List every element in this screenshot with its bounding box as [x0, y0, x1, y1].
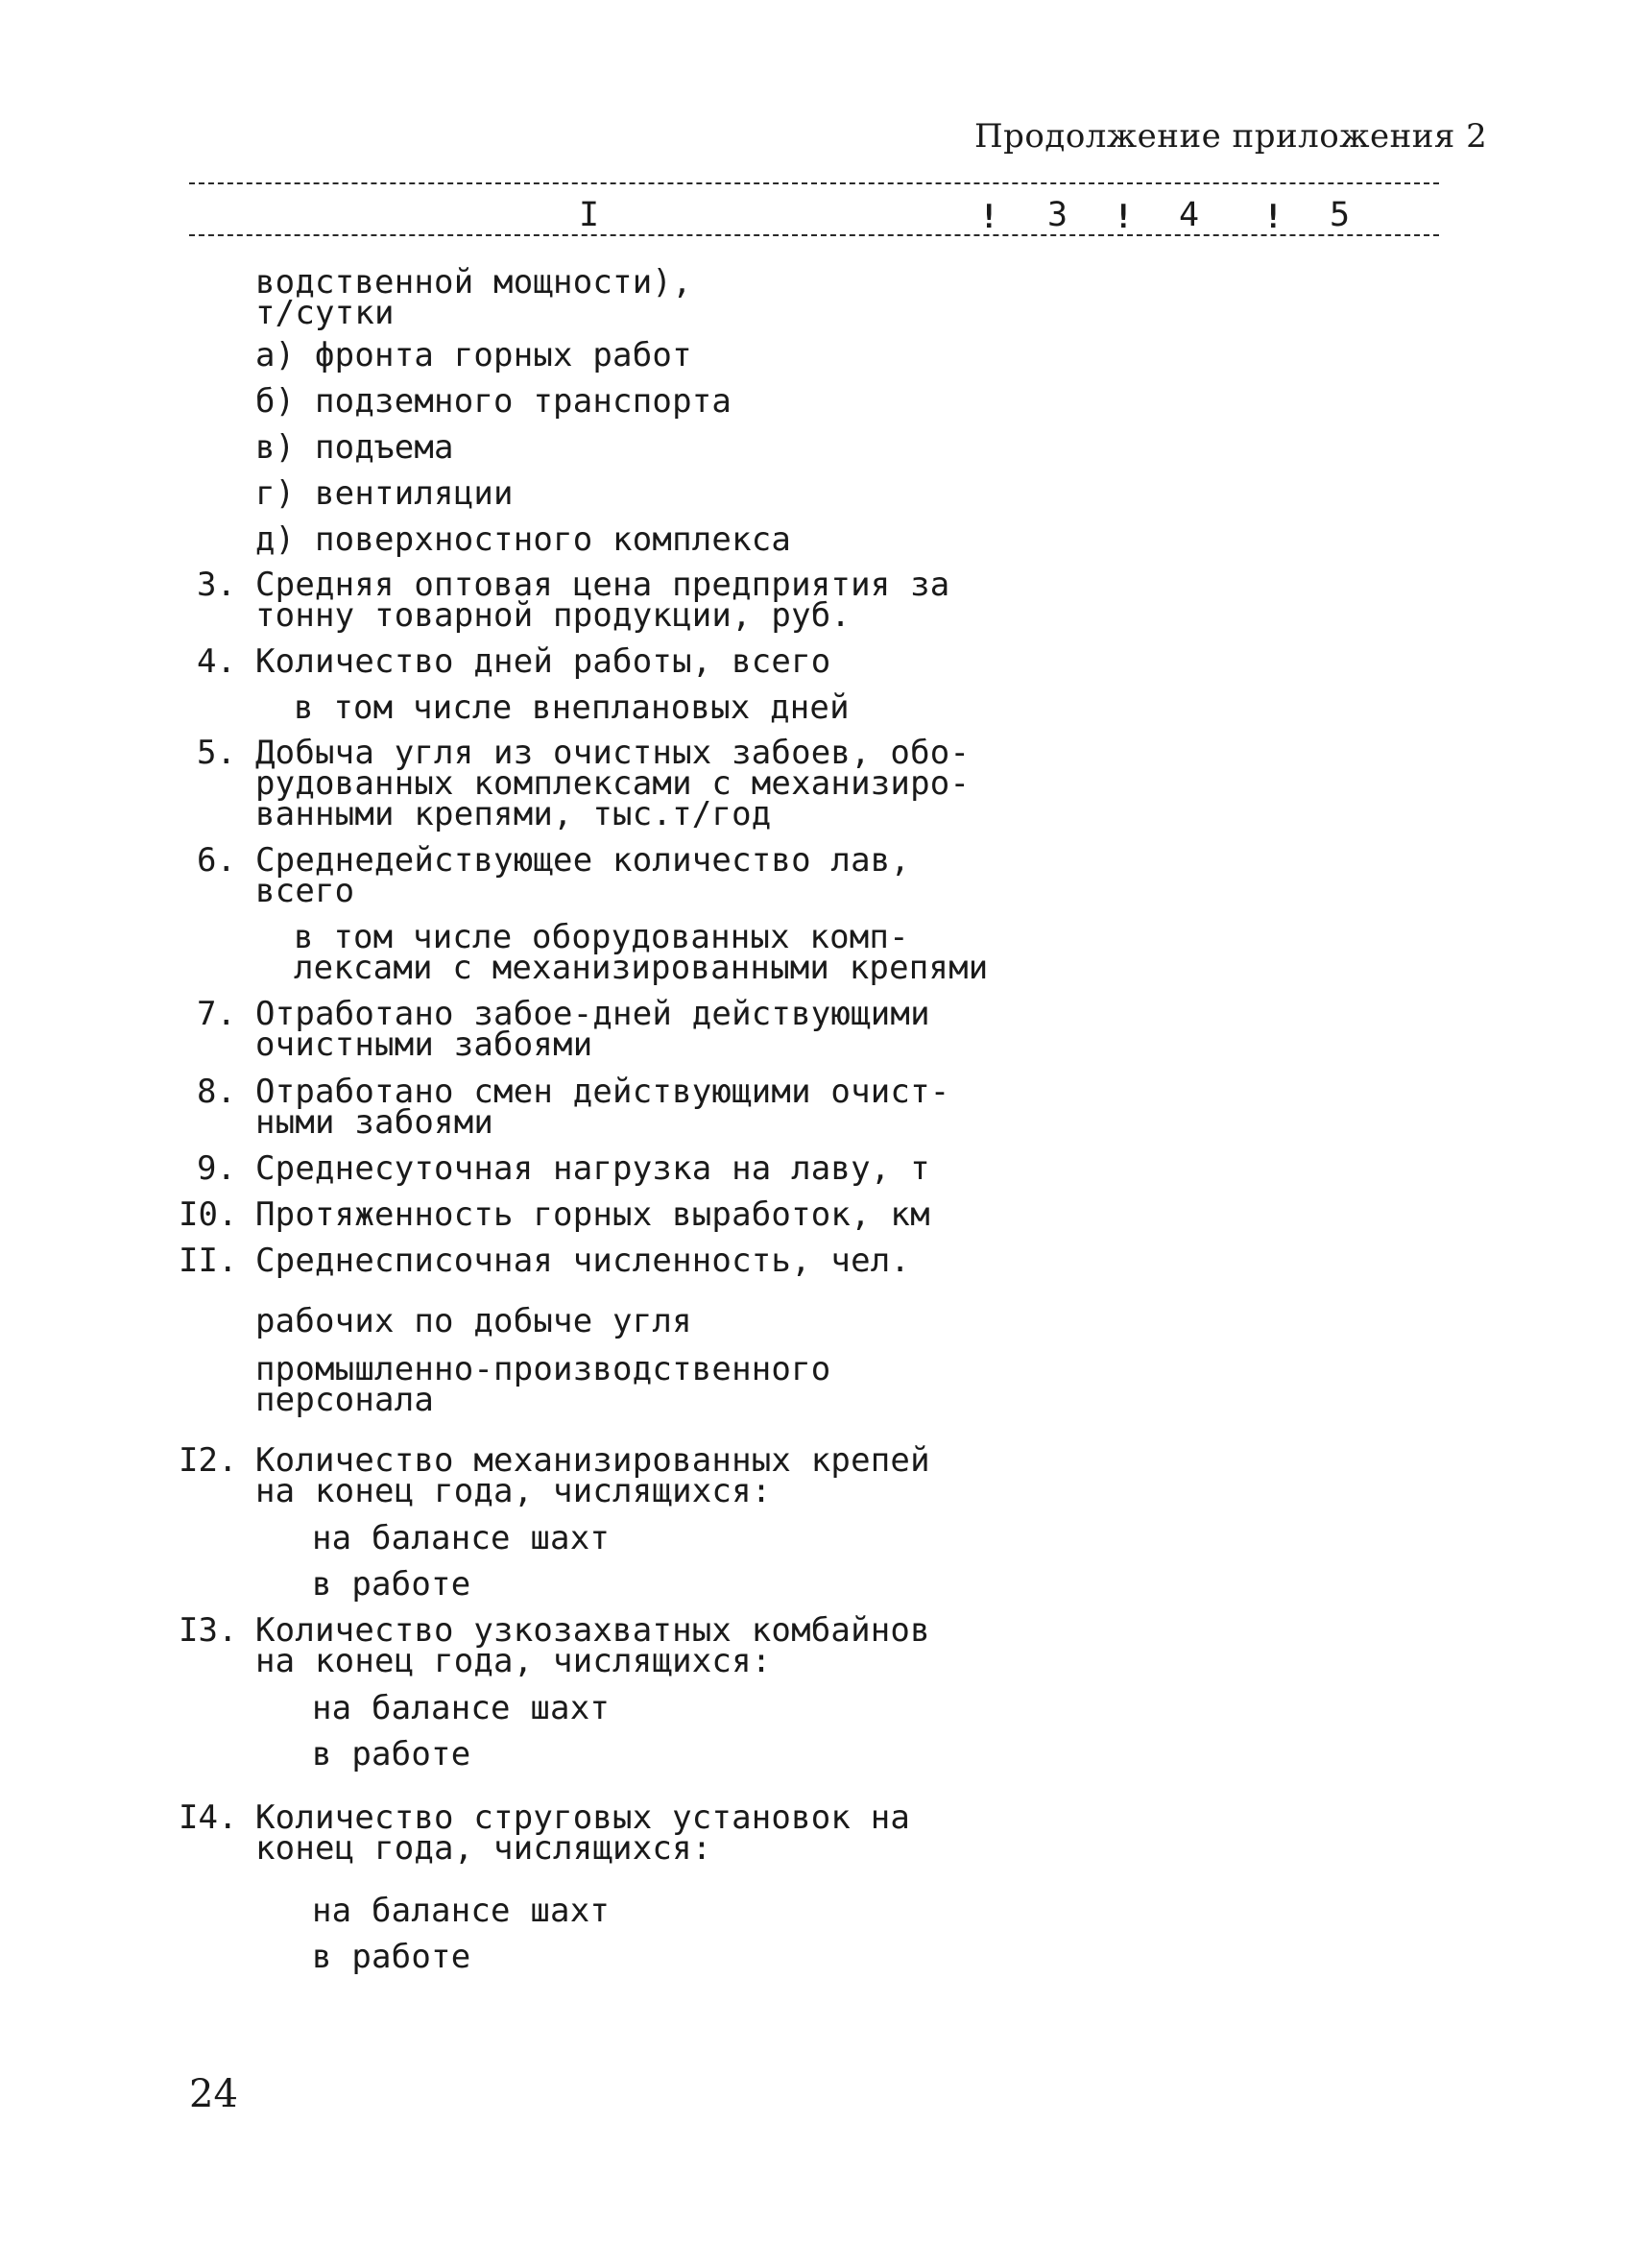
row-number: 3. — [197, 566, 236, 604]
row-text-line: персонала — [255, 1381, 435, 1419]
row-text-line: Добыча угля из очистных забоев, обо- — [255, 734, 971, 772]
row-number: I2. — [179, 1441, 238, 1480]
table-row — [255, 1611, 930, 1680]
table-row — [255, 566, 950, 635]
row-text-line: конец года, числящихся: — [255, 1829, 712, 1868]
row-text-line: в работе — [312, 1565, 471, 1604]
row-text-line: промышленно-производственного — [255, 1350, 831, 1388]
table-row — [255, 1073, 950, 1142]
row-text-line: Отработано смен действующими очист- — [255, 1073, 950, 1111]
row-text-line: в) подъема — [255, 428, 454, 467]
table-top-rule — [189, 182, 1439, 184]
table-row — [294, 688, 850, 727]
row-number: 4. — [197, 642, 236, 681]
row-text-line: ванными крепями, тыс.т/год — [255, 795, 772, 833]
table-row — [255, 474, 514, 513]
row-text-line: на балансе шахт — [312, 1689, 611, 1727]
row-text-line: Среднесписочная численность, чел. — [255, 1242, 911, 1280]
table-header-rule — [189, 234, 1439, 236]
row-text-line: Отработано забое-дней действующими — [255, 995, 930, 1033]
column-header-5: 5 — [1330, 196, 1351, 234]
column-header-3: 3 — [1047, 196, 1068, 234]
row-number: 7. — [197, 995, 236, 1033]
table-row — [255, 734, 971, 833]
table-row — [255, 382, 732, 421]
table-row — [255, 1195, 930, 1234]
table-row — [255, 1149, 930, 1188]
row-text-line: Количество узкозахватных комбайнов — [255, 1611, 930, 1650]
row-text-line: Протяженность горных выработок, км — [255, 1195, 930, 1234]
row-text-line: д) поверхностного комплекса — [255, 520, 792, 559]
row-text-line: тонну товарной продукции, руб. — [255, 596, 852, 635]
row-text-line: ными забоями — [255, 1103, 494, 1142]
row-text-line: г) вентиляции — [255, 474, 514, 513]
row-text-line: в том числе оборудованных комп- — [294, 918, 909, 956]
row-text-line: б) подземного транспорта — [255, 382, 732, 421]
table-row — [255, 1441, 930, 1510]
table-row — [312, 1892, 611, 1930]
table-row — [294, 918, 989, 987]
column-header-4: 4 — [1179, 196, 1200, 234]
table-row — [312, 1565, 471, 1604]
row-text-line: Количество струговых установок на — [255, 1798, 911, 1837]
column-separator: ! — [1263, 198, 1284, 236]
page-number: 24 — [189, 2072, 238, 2116]
table-row — [312, 1735, 471, 1773]
table-row — [255, 1350, 831, 1419]
row-number: 6. — [197, 841, 236, 880]
row-text-line: Среднедействующее количество лав, — [255, 841, 911, 880]
row-text-line: на конец года, числящихся: — [255, 1472, 772, 1510]
table-row — [255, 995, 930, 1064]
row-number: II. — [179, 1242, 238, 1280]
row-text-line: водственной мощности), — [255, 263, 692, 302]
row-text-line: рудованных комплексами с механизиро- — [255, 764, 971, 803]
row-number: 5. — [197, 734, 236, 772]
table-row — [312, 1689, 611, 1727]
row-text-line: в работе — [312, 1938, 471, 1976]
row-text-line: очистными забоями — [255, 1025, 593, 1064]
row-text-line: рабочих по добыче угля — [255, 1302, 692, 1340]
column-separator: ! — [1114, 198, 1134, 236]
row-number: I3. — [179, 1611, 238, 1650]
row-text-line: на балансе шахт — [312, 1519, 611, 1557]
column-separator: ! — [979, 198, 999, 236]
table-row — [255, 428, 454, 467]
table-row — [255, 1242, 911, 1280]
row-text-line: т/сутки — [255, 294, 395, 332]
row-text-line: Количество дней работы, всего — [255, 642, 831, 681]
column-header-1: I — [579, 196, 600, 234]
row-text-line: на балансе шахт — [312, 1892, 611, 1930]
row-text-line: в работе — [312, 1735, 471, 1773]
table-row — [312, 1519, 611, 1557]
table-row — [255, 1302, 692, 1340]
row-text-line: а) фронта горных работ — [255, 336, 692, 374]
row-number: 9. — [197, 1149, 236, 1188]
row-text-line: Количество механизированных крепей — [255, 1441, 930, 1480]
row-number: I0. — [179, 1195, 238, 1234]
table-row — [255, 520, 792, 559]
table-row — [255, 642, 831, 681]
row-number: I4. — [179, 1798, 238, 1837]
table-row — [255, 263, 692, 332]
table-row — [255, 336, 692, 374]
row-text-line: в том числе внеплановых дней — [294, 688, 850, 727]
row-text-line: Средняя оптовая цена предприятия за — [255, 566, 950, 604]
continuation-header: Продолжение приложения 2 — [974, 117, 1488, 156]
row-text-line: Среднесуточная нагрузка на лаву, т — [255, 1149, 930, 1188]
row-text-line: лексами с механизированными крепями — [294, 949, 989, 987]
row-text-line: всего — [255, 872, 355, 910]
table-row — [255, 841, 911, 910]
table-row — [255, 1798, 911, 1868]
row-number: 8. — [197, 1073, 236, 1111]
table-row — [312, 1938, 471, 1976]
row-text-line: на конец года, числящихся: — [255, 1642, 772, 1680]
